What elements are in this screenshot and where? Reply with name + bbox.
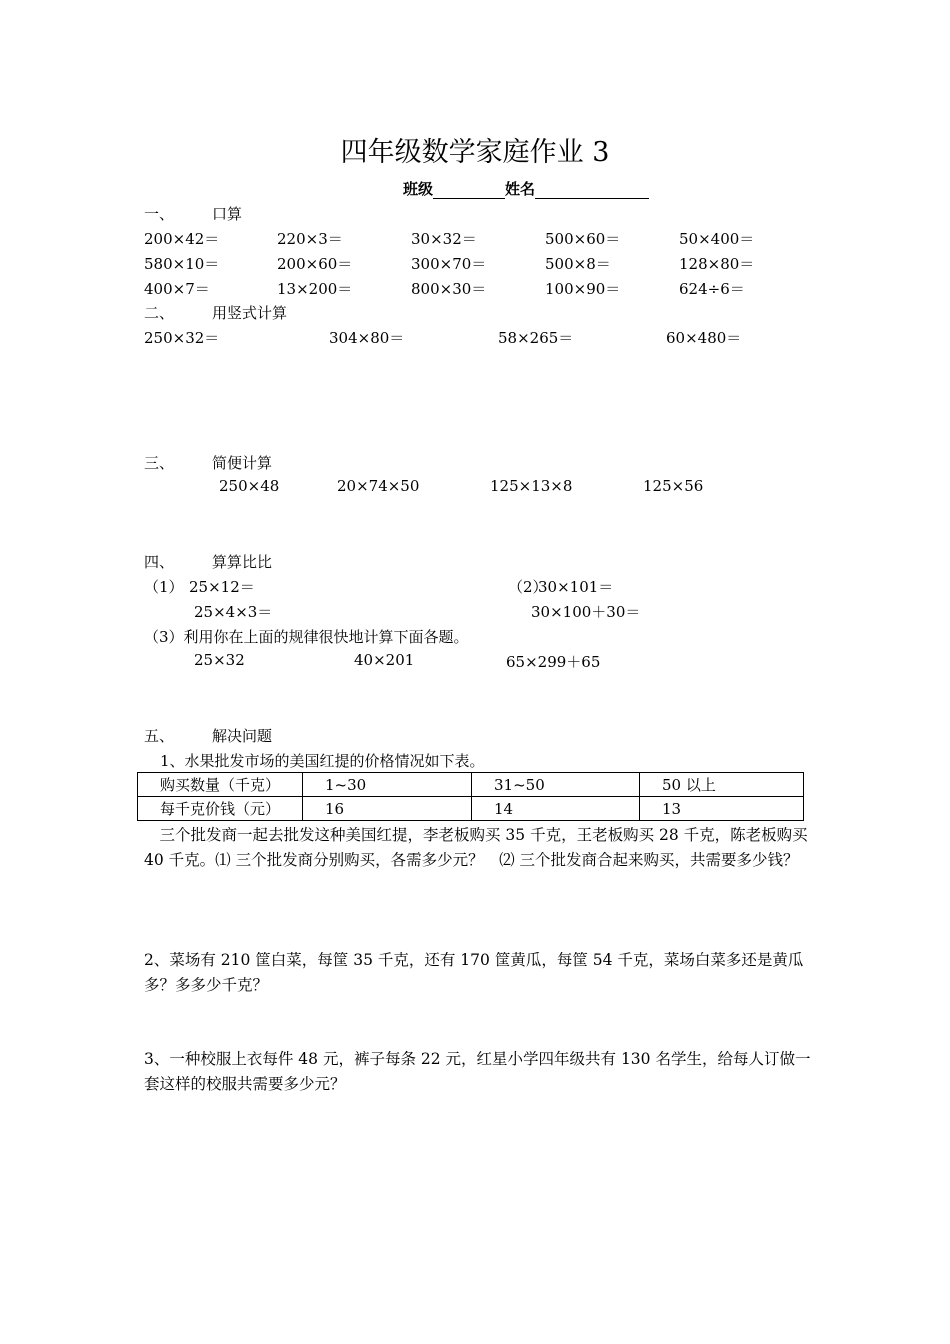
vertical-item: 58×265＝	[498, 329, 574, 347]
oral-item: 300×70＝	[411, 255, 487, 273]
table-cell: 16	[303, 797, 472, 821]
price-table	[137, 772, 804, 821]
simple-item: 125×13×8	[490, 477, 573, 495]
oral-item: 13×200＝	[277, 280, 353, 298]
oral-item: 500×8＝	[545, 255, 611, 273]
oral-item: 30×32＝	[411, 230, 477, 248]
question-1-intro: 1、水果批发市场的美国红提的价格情况如下表。	[160, 752, 485, 770]
oral-item: 800×30＝	[411, 280, 487, 298]
part-2-label: （2）	[508, 578, 548, 596]
table-cell: 每千克价钱（元）	[138, 797, 303, 821]
part-2-expr-b: 30×100＋30＝	[531, 603, 641, 621]
section-5-heading: 五、 解决问题	[144, 727, 273, 745]
class-blank[interactable]	[433, 184, 505, 199]
part-1-expr-b: 25×4×3＝	[194, 603, 273, 621]
part-3-item: 40×201	[354, 651, 415, 669]
oral-item: 400×7＝	[144, 280, 210, 298]
oral-row-2	[144, 253, 844, 275]
section-1-heading: 一、 口算	[144, 205, 243, 223]
table-cell: 31~50	[472, 773, 640, 797]
section-3-heading: 三、 简便计算	[144, 454, 273, 472]
table-cell: 1~30	[303, 773, 472, 797]
section-4-heading: 四、 算算比比	[144, 553, 273, 571]
part-3-row	[144, 651, 844, 673]
table-cell: 50 以上	[640, 773, 804, 797]
oral-item: 200×42＝	[144, 230, 220, 248]
part-1-expr-a: 25×12＝	[189, 578, 255, 596]
oral-row-3	[144, 278, 844, 300]
simple-item: 20×74×50	[337, 477, 420, 495]
part-3-instruction: （3）利用你在上面的规律很快地计算下面各题。	[144, 628, 469, 646]
oral-item: 624÷6＝	[679, 280, 745, 298]
page-title: 四年级数学家庭作业 3	[340, 137, 610, 168]
table-cell: 13	[640, 797, 804, 821]
question-3-text: 3、一种校服上衣每件 48 元，裤子每条 22 元，红星小学四年级共有 130 名学生，给每人订做一套这样的校服共需要多少元？	[144, 1050, 811, 1093]
oral-item: 50×400＝	[679, 230, 755, 248]
compare-row-2	[144, 601, 844, 623]
vertical-calc-row	[144, 327, 844, 349]
question-2-text: 2、菜场有 210 筐白菜，每筐 35 千克，还有 170 筐黄瓜，每筐 54 千克，菜场白菜多还是黄瓜多？多多少千克？	[144, 951, 804, 994]
vertical-item: 60×480＝	[666, 329, 742, 347]
vertical-item: 250×32＝	[144, 329, 220, 347]
part-2-expr-a: 30×101＝	[538, 578, 614, 596]
section-2-heading: 二、 用竖式计算	[144, 304, 288, 322]
name-blank[interactable]	[535, 184, 649, 199]
part-1-label: （1）	[144, 578, 184, 596]
oral-item: 580×10＝	[144, 255, 220, 273]
student-info	[403, 178, 649, 199]
table-row	[138, 773, 804, 797]
table-row	[138, 797, 804, 821]
oral-item: 500×60＝	[545, 230, 621, 248]
simple-item: 125×56	[643, 477, 704, 495]
oral-item: 128×80＝	[679, 255, 755, 273]
oral-row-1	[144, 228, 844, 250]
oral-item: 220×3＝	[277, 230, 343, 248]
question-1-text: 三个批发商一起去批发这种美国红提，李老板购买 35 千克，王老板购买 28 千克，陈老板购买 40 千克。⑴ 三个批发商分别购买，各需多少元？ ⑵ 三个批发商合起来购买，共需要多少钱？	[144, 826, 808, 869]
table-cell: 14	[472, 797, 640, 821]
name-label: 姓名	[505, 180, 536, 198]
class-label: 班级	[403, 180, 434, 198]
oral-item: 100×90＝	[545, 280, 621, 298]
simple-calc-row	[144, 477, 844, 499]
table-cell: 购买数量（千克）	[138, 773, 303, 797]
oral-item: 200×60＝	[277, 255, 353, 273]
part-3-item: 65×299＋65	[506, 653, 601, 671]
simple-item: 250×48	[219, 477, 280, 495]
vertical-item: 304×80＝	[329, 329, 405, 347]
compare-row-1	[144, 576, 844, 598]
part-3-item: 25×32	[194, 651, 245, 669]
